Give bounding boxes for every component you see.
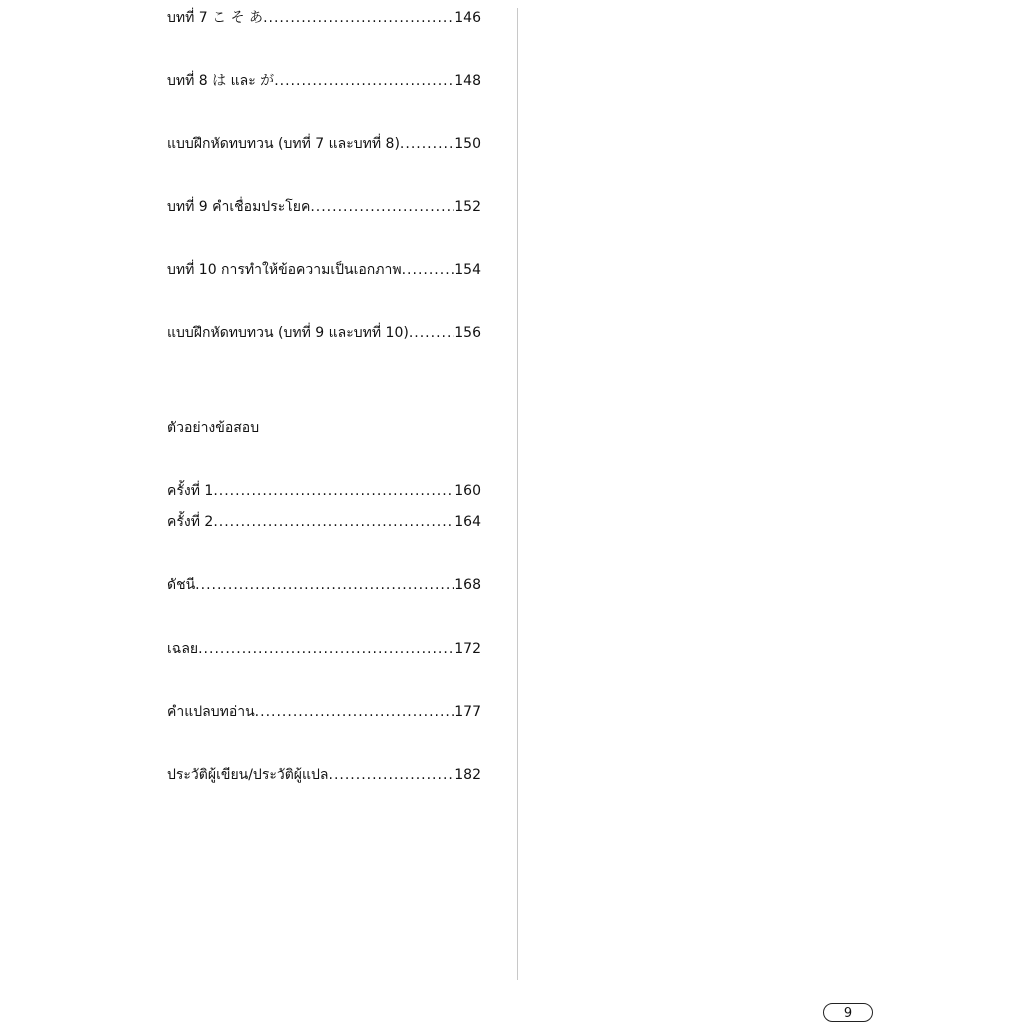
toc-dot-leader xyxy=(400,133,454,155)
section-heading-sample-exam: ตัวอย่างข้อสอบ xyxy=(167,420,260,436)
toc-dot-leader xyxy=(263,7,454,29)
toc-entry-index xyxy=(167,574,481,596)
toc-dot-leader xyxy=(409,322,454,344)
toc-entry-answers xyxy=(167,638,481,660)
toc-entry-page: 177 xyxy=(454,704,481,720)
column-divider xyxy=(517,8,518,980)
toc-entry-page: 182 xyxy=(454,767,481,783)
toc-entry-title: บทที่ 10 การทำให้ข้อความเป็นเอกภาพ xyxy=(167,262,402,278)
toc-dot-leader xyxy=(274,70,454,92)
toc-dot-leader xyxy=(213,480,454,502)
toc-entry-page: 150 xyxy=(454,136,481,152)
toc-entry-title: บทที่ 8 は และ が xyxy=(167,73,275,89)
toc-entry-title: ดัชนี xyxy=(167,577,196,593)
toc-entry-title: แบบฝึกหัดทบทวน (บทที่ 9 และบทที่ 10) xyxy=(167,325,409,341)
toc-dot-leader xyxy=(195,574,454,596)
toc-entry-exam-2 xyxy=(167,511,481,533)
toc-entry-page: 152 xyxy=(454,199,481,215)
toc-dot-leader xyxy=(213,511,454,533)
toc-entry-page: 154 xyxy=(454,262,481,278)
toc-entry-page: 148 xyxy=(454,73,481,89)
toc-entry-reading-translation xyxy=(167,701,481,723)
toc-entry-page: 160 xyxy=(454,483,481,499)
toc-entry-title: บทที่ 7 こ そ あ xyxy=(167,10,264,26)
toc-entry-title: เฉลย xyxy=(167,641,199,657)
toc-entry-review-7-8 xyxy=(167,133,481,155)
toc-entry-review-9-10 xyxy=(167,322,481,344)
toc-entry-title: ประวัติผู้เขียน/ประวัติผู้แปล xyxy=(167,767,329,783)
toc-entry-author-biography xyxy=(167,764,481,786)
toc-entry-title: ครั้งที่ 2 xyxy=(167,514,214,530)
toc-dot-leader xyxy=(310,196,454,218)
toc-entry-page: 168 xyxy=(454,577,481,593)
toc-entry-page: 146 xyxy=(454,10,481,26)
toc-entry-lesson-10 xyxy=(167,259,481,281)
toc-entry-page: 164 xyxy=(454,514,481,530)
toc-entry-title: คำแปลบทอ่าน xyxy=(167,704,255,720)
toc-entry-lesson-8 xyxy=(167,70,481,92)
toc-entry-page: 172 xyxy=(454,641,481,657)
toc-entry-page: 156 xyxy=(454,325,481,341)
toc-entry-title: บทที่ 9 คำเชื่อมประโยค xyxy=(167,199,311,215)
toc-entry-exam-1 xyxy=(167,480,481,502)
toc-dot-leader xyxy=(402,259,455,281)
toc-entry-title: แบบฝึกหัดทบทวน (บทที่ 7 และบทที่ 8) xyxy=(167,136,400,152)
toc-dot-leader xyxy=(198,638,454,660)
toc-entry-title: ครั้งที่ 1 xyxy=(167,483,214,499)
page-number-badge: 9 xyxy=(823,1003,873,1022)
toc-dot-leader xyxy=(255,701,455,723)
toc-entry-lesson-7 xyxy=(167,7,481,29)
toc-dot-leader xyxy=(329,764,455,786)
toc-entry-lesson-9 xyxy=(167,196,481,218)
